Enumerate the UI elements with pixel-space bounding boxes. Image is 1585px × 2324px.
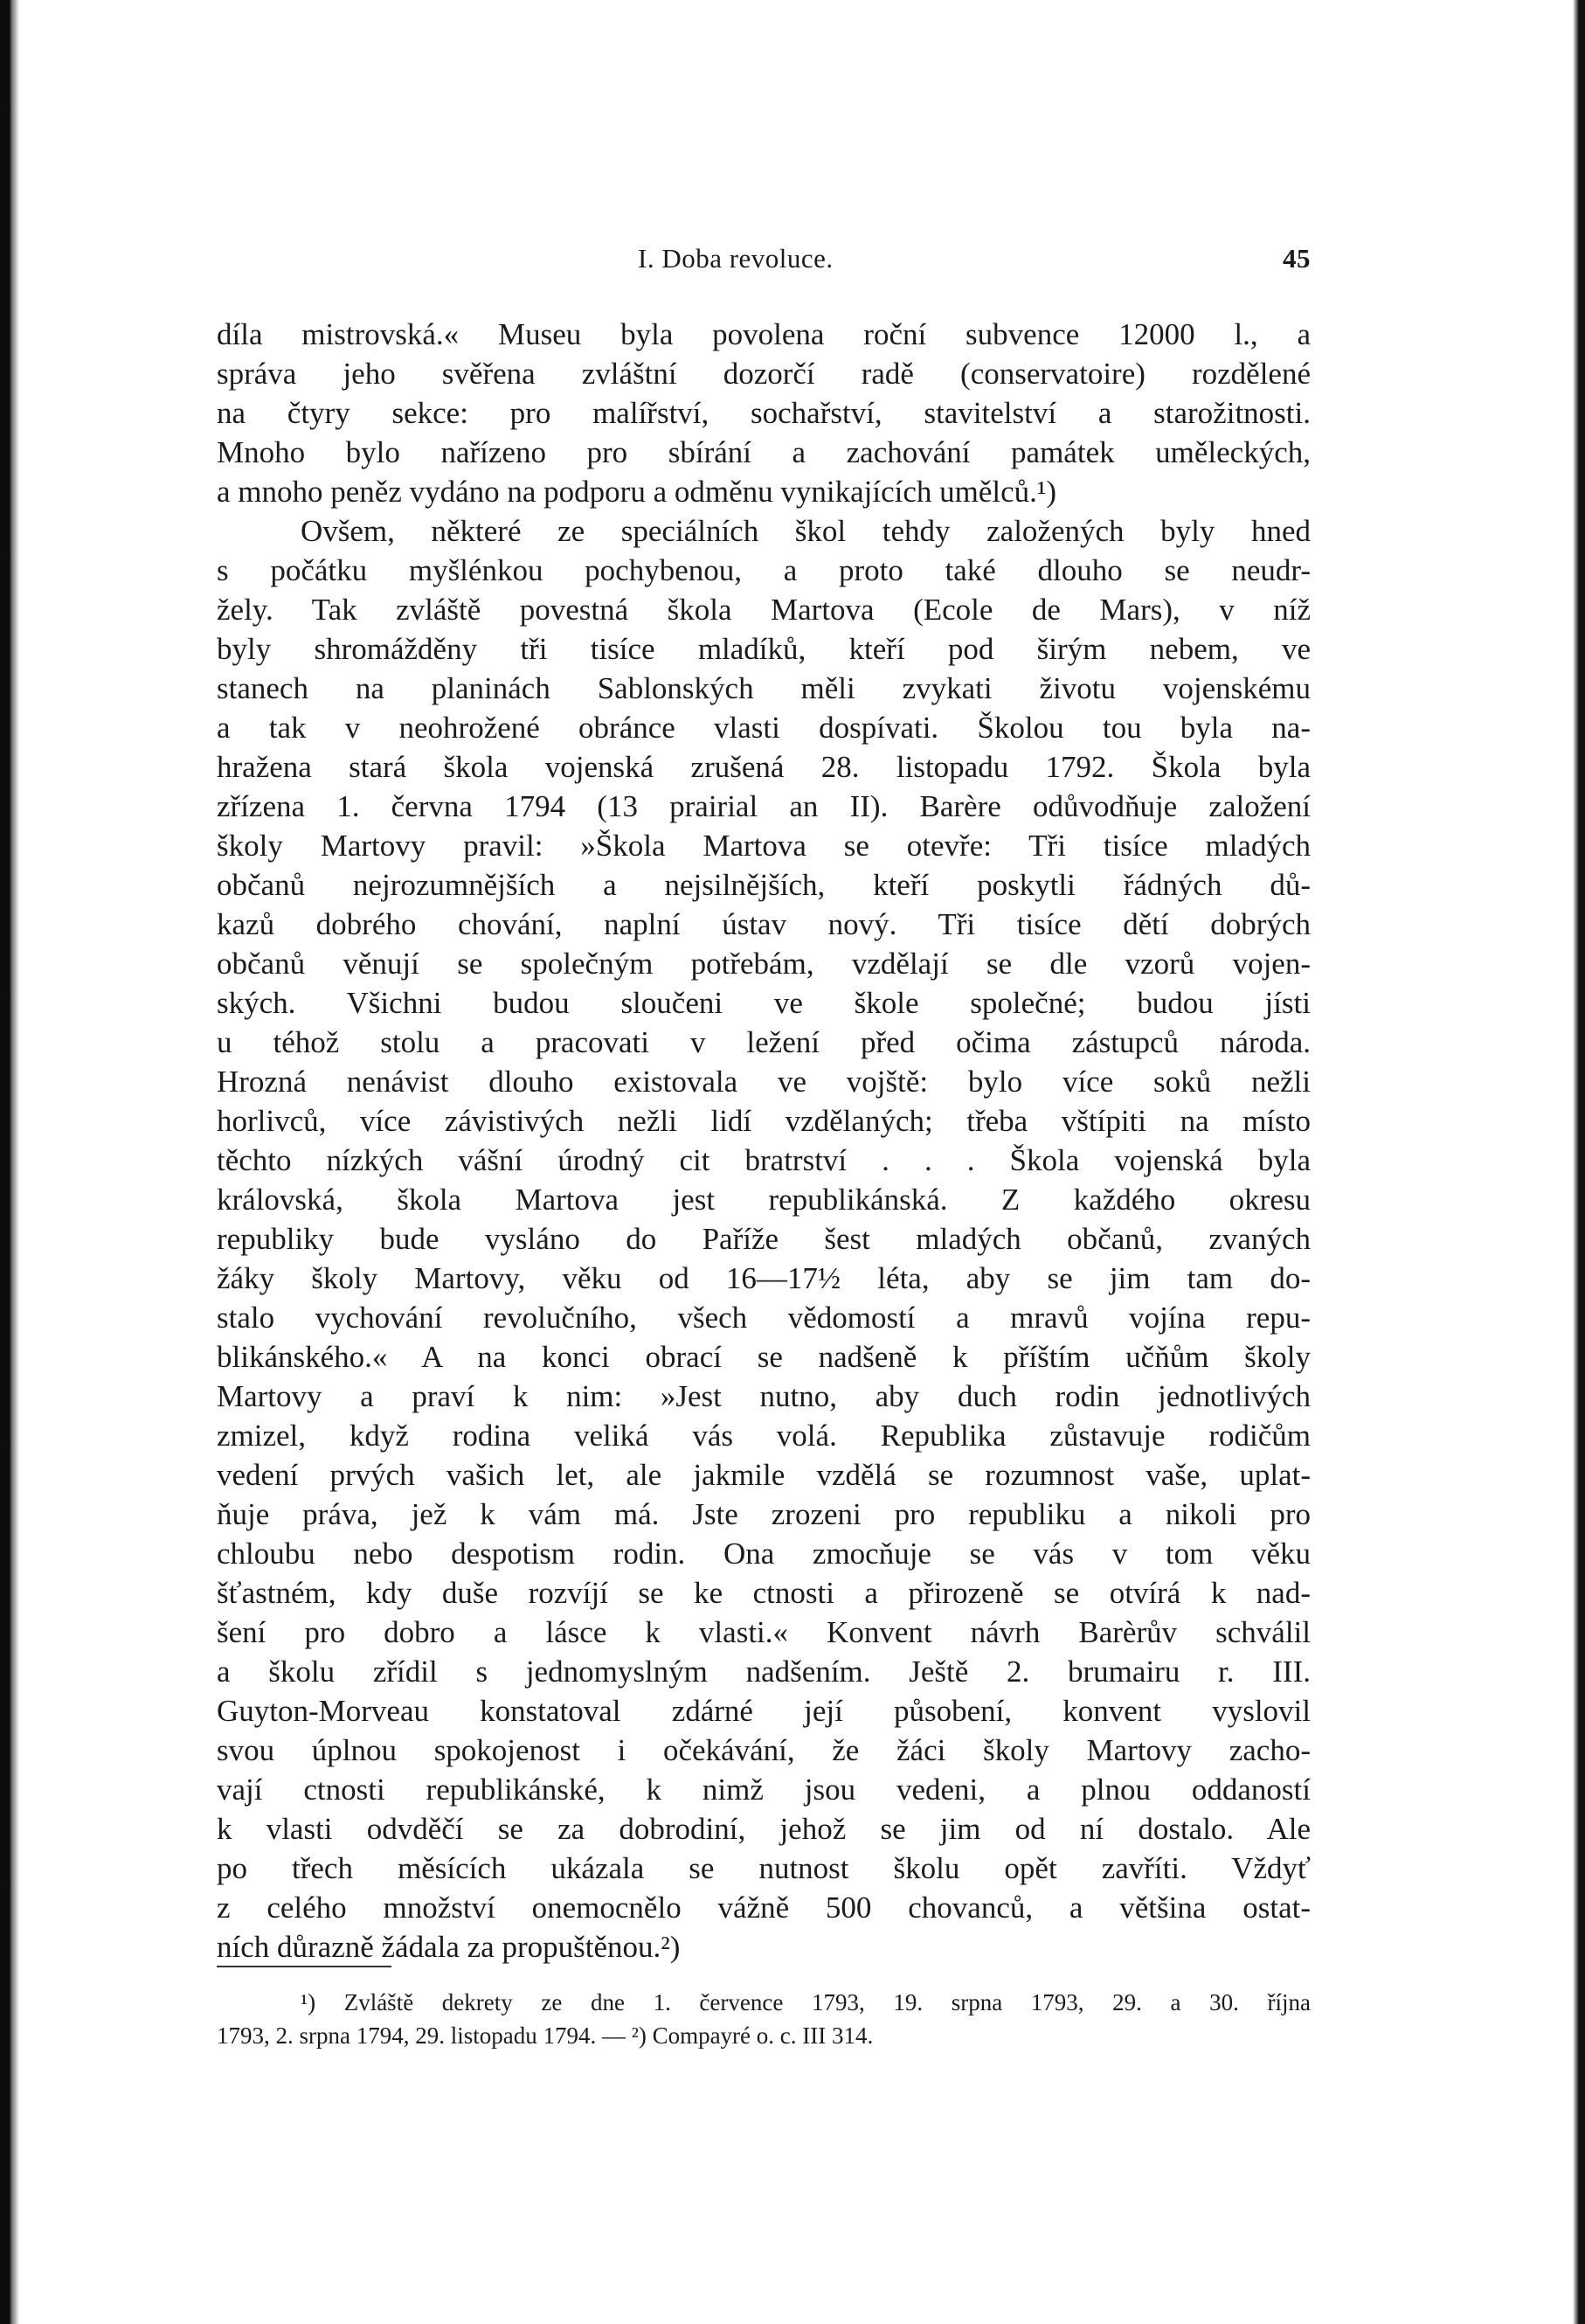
page-header xyxy=(217,243,1311,281)
text-line: po třech měsících ukázala se nutnost školu opět zavříti. Vždyť xyxy=(217,1851,1311,1885)
text-line: blikánského.« A na konci obrací se nadšeně k příštím učňům školy xyxy=(217,1340,1311,1374)
text-line: zmizel, když rodina veliká vás volá. Republika zůstavuje rodičům xyxy=(217,1419,1311,1453)
text-line: královská, škola Martova jest republikánská. Z každého okresu xyxy=(217,1183,1311,1217)
text-line: díla mistrovská.« Museu byla povolena roční subvence 12000 l., a xyxy=(217,317,1311,351)
text-line: školy Martovy pravil: »Škola Martova se otevře: Tři tisíce mladých xyxy=(217,829,1311,863)
text-line: občanů nejrozumnějších a nejsilnějších, kteří poskytli řádných dů- xyxy=(217,868,1311,902)
text-line: ňuje práva, jež k vám má. Jste zrozeni pro republiku a nikoli pro xyxy=(217,1497,1311,1531)
scan-left-edge xyxy=(0,0,19,2324)
text-line: s počátku myšlénkou pochybenou, a proto také dlouho se neudr- xyxy=(217,553,1311,587)
text-line: žáky školy Martovy, věku od 16—17½ léta, aby se jim tam do- xyxy=(217,1261,1311,1295)
text-line: Martovy a praví k nim: »Jest nutno, aby duch rodin jednotlivých xyxy=(217,1379,1311,1413)
page-number: 45 xyxy=(1283,243,1311,274)
text-line: byly shromážděny tři tisíce mladíků, kteří pod širým nebem, ve xyxy=(217,632,1311,666)
footnotes xyxy=(217,1986,1311,2052)
text-line: Hrozná nenávist dlouho existovala ve vojště: bylo více soků nežli xyxy=(217,1065,1311,1099)
text-line: na čtyry sekce: pro malířství, sochařství, stavitelství a starožitnosti. xyxy=(217,396,1311,430)
text-line: občanů věnují se společným potřebám, vzdělají se dle vzorů vojen- xyxy=(217,947,1311,981)
text-line: ských. Všichni budou sloučeni ve škole společné; budou jísti xyxy=(217,986,1311,1020)
footnote-line: ¹) Zvláště dekrety ze dne 1. července 1793, 19. srpna 1793, 29. a 30. října xyxy=(301,1989,1311,2015)
text-line: správa jeho svěřena zvláštní dozorčí radě (conservatoire) rozdělené xyxy=(217,357,1311,391)
text-line: vají ctnosti republikánské, k nimž jsou vedeni, a plnou oddaností xyxy=(217,1772,1311,1807)
text-line: horlivců, více závistivých nežli lidí vzdělaných; třeba vštípiti na místo xyxy=(217,1104,1311,1138)
text-line: svou úplnou spokojenost i očekávání, že žáci školy Martovy zacho- xyxy=(217,1733,1311,1767)
text-line: vedení prvých vašich let, ale jakmile vzdělá se rozumnost vaše, uplat- xyxy=(217,1458,1311,1492)
text-line: Guyton-Morveau konstatoval zdárné její působení, konvent vyslovil xyxy=(217,1694,1311,1728)
footnote-rule xyxy=(217,1966,391,1967)
text-line: šťastném, kdy duše rozvíjí se ke ctnosti a přirozeně se otvírá k nad- xyxy=(217,1576,1311,1610)
text-line: žely. Tak zvláště povestná škola Martova (Ecole de Mars), v níž xyxy=(217,593,1311,627)
running-title: I. Doba revoluce. xyxy=(638,243,834,274)
text-line: stanech na planinách Sablonských měli zvykati životu vojenskému xyxy=(217,671,1311,705)
text-line: kazů dobrého chování, naplní ústav nový. Tři tisíce dětí dobrých xyxy=(217,907,1311,941)
body-text xyxy=(217,315,1311,1967)
text-line: k vlasti odvděčí se za dobrodiní, jehož se jim od ní dostalo. Ale xyxy=(217,1812,1311,1846)
text-line: hražena stará škola vojenská zrušená 28. listopadu 1792. Škola byla xyxy=(217,750,1311,784)
text-line: stalo vychování revolučního, všech vědomostí a mravů vojína repu- xyxy=(217,1301,1311,1335)
text-line: šení pro dobro a lásce k vlasti.« Konvent návrh Barèrův schválil xyxy=(217,1615,1311,1649)
text-line: a tak v neohrožené obránce vlasti dospívati. Školou tou byla na- xyxy=(217,711,1311,745)
text-line: u téhož stolu a pracovati v ležení před očima zástupců národa. xyxy=(217,1025,1311,1059)
text-line: republiky bude vysláno do Paříže šest mladých občanů, zvaných xyxy=(217,1222,1311,1256)
footnote-line: 1793, 2. srpna 1794, 29. listopadu 1794. — ²) Compayré o. c. III 314. xyxy=(217,2022,874,2049)
text-line: chloubu nebo despotism rodin. Ona zmocňuje se vás v tom věku xyxy=(217,1537,1311,1571)
text-line: ních důrazně žádala za propuštěnou.²) xyxy=(217,1930,681,1964)
text-line: zřízena 1. června 1794 (13 prairial an II). Barère odůvodňuje založení xyxy=(217,789,1311,823)
text-line: Mnoho bylo nařízeno pro sbírání a zachování památek uměleckých, xyxy=(217,435,1311,469)
text-line: Ovšem, některé ze speciálních škol tehdy založených byly hned xyxy=(301,514,1311,548)
text-line: a školu zřídil s jednomyslným nadšením. Ještě 2. brumairu r. III. xyxy=(217,1655,1311,1689)
text-line: a mnoho peněz vydáno na podporu a odměnu vynikajících umělců.¹) xyxy=(217,475,1057,509)
text-line: těchto nízkých vášní úrodný cit bratrství . . . Škola vojenská byla xyxy=(217,1143,1311,1177)
scan-right-edge xyxy=(1573,0,1585,2324)
text-line: z celého množství onemocnělo vážně 500 chovanců, a většina ostat- xyxy=(217,1890,1311,1925)
